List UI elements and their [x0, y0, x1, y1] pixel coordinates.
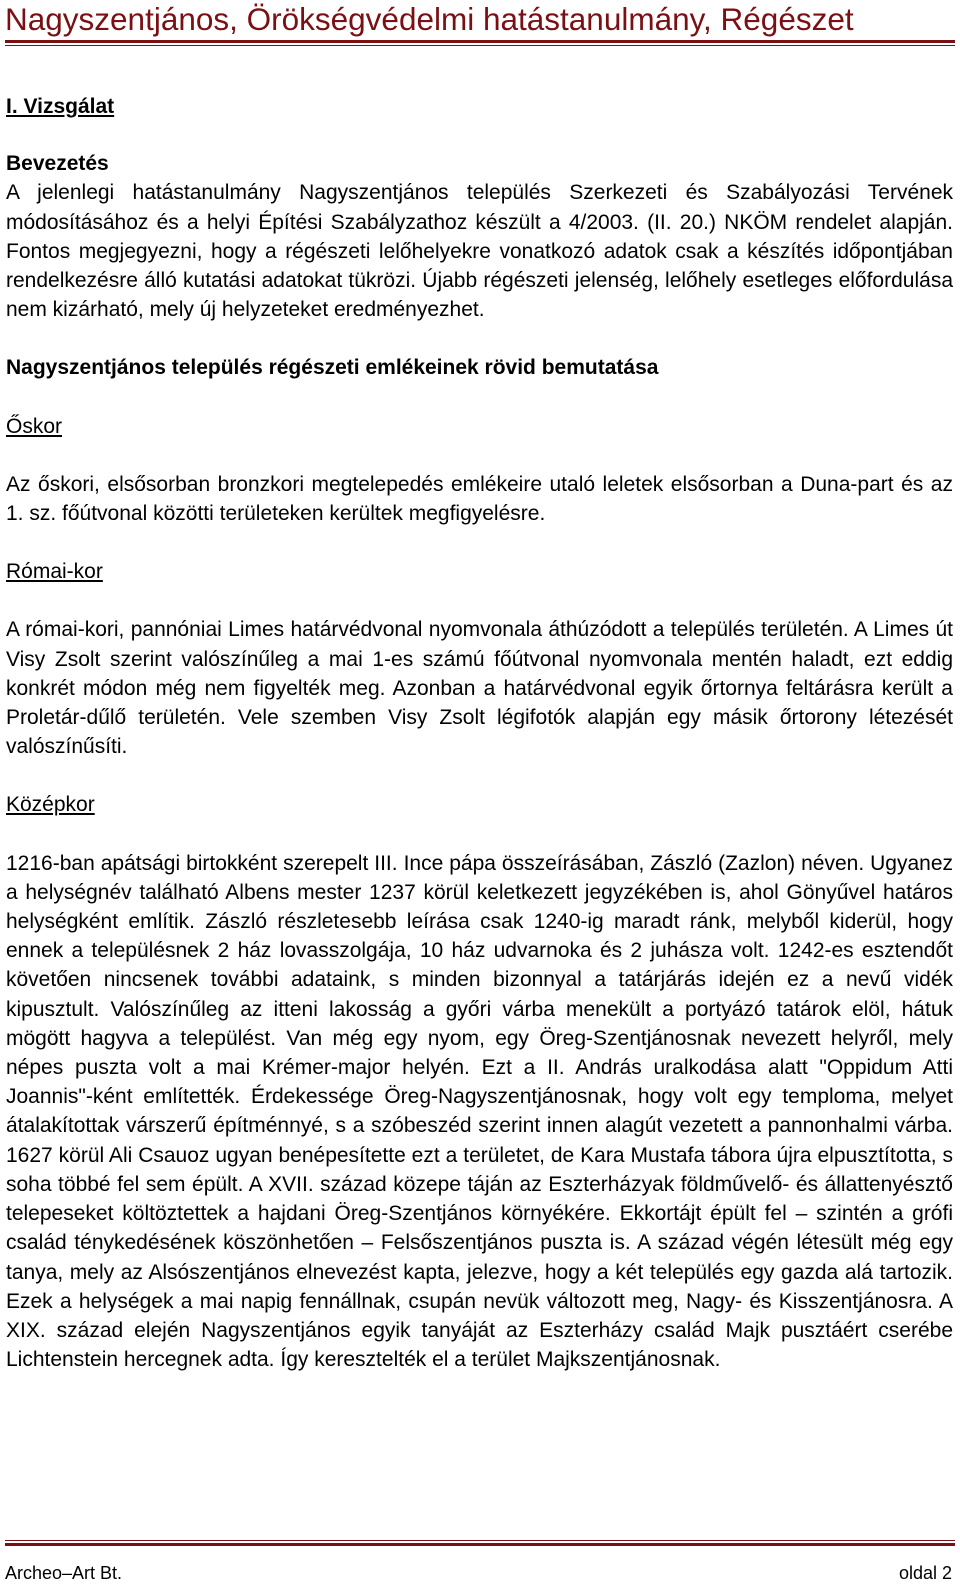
footer-company: Archeo–Art Bt. — [5, 1563, 123, 1583]
footer-divider — [5, 1543, 955, 1546]
paragraph-kozepkor: 1216-ban apátsági birtokként szerepelt III. Ince pápa összeírásában, Zászló (Zazlon) néven. Ugyanez a helységnév található Albens mester 1237 körül keletkezett jegyzékében is, ahol Gönyűvel határos helységként említik. Zászló részletesebb leírása csak 1240-ig maradt ránk, melyből kiderül, hogy ennek a településnek 2 ház lovasszolgája, 10 ház udvarnoka és 2 juhásza volt. 1242-es esztendőt követően nincsenek további adataink, s minden bizonnyal a tatárjárás idején ez a nevű vidék kipusztult. Valószínűleg az itteni lakosság a győri várba menekült a portyázó tatárok elöl, hátuk mögött hagyva a települést. Van még egy nyom, egy Öreg-Szentjánosnak nevezett helyről, mely népes puszta volt a mai Krémer-major helyén. Ezt a II. András uralkodása alatt "Oppidum Atti Joannis"-ként említették. Érdekessége Öreg-Nagyszentjánosnak, hogy volt egy temploma, melyet átalakítottak várszerű építménnyé, s a szóbeszéd szerint innen alagút vezetett a pannonhalmi várba. 1627 körül Ali Csauoz ugyan benépesítette ezt a területet, de Kara Mustafa tábora újra elpusztította, s soha többé fel sem épült. A XVII. század közepe táján az Eszterházyak földművelő- és állattenyésztő telepeseket költöztettek a hajdani Öreg-Szentjános környékére. Ekkortájt épült fel – szintén a grófi család ténykedésének köszönhetően – Felsőszentjános puszta is. A század végén létesült még egy tanya, mely az Alsószentjános elnevezést kapta, jelezve, hogy a két település egy gazda alá tartozik. Ezek a helységek a mai napig fennállnak, csupán nevük változott meg, Nagy- és Kisszentjánosra. A XIX. század elején Nagyszentjános egyik tanyáját az Eszterházy család Majk pusztáért cserébe Lichtenstein hercegnek adta. Így keresztelték el a terület Majkszentjánosnak. — [6, 851, 953, 1372]
header-divider-thin — [5, 45, 955, 46]
subheading-oskor: Őskor — [6, 414, 63, 438]
page-header-title: Nagyszentjános, Örökségvédelmi hatástanulmány, Régészet — [5, 1, 854, 37]
paragraph-bevezetes: A jelenlegi hatástanulmány Nagyszentjános település Szerkezeti és Szabályozási Tervének módosításához és a helyi Építési Szabályzathoz készült a 4/2003. (II. 20.) NKÖM rendelet alapján. Fontos megjegyezni, hogy a régészeti lelőhelyekre vonatkozó adatok csak a készítés időpontjában rendelkezésre álló kutatási adatokat tükrözi. Újabb régészeti jelenség, lelőhely esetleges előfordulása nem kizárható, mely új helyzeteket eredményezhet. — [6, 181, 953, 322]
document-body — [6, 92, 953, 1374]
footer-divider-thin — [5, 1540, 955, 1541]
paragraph-oskor: Az őskori, elsősorban bronzkori megtelepedés emlékeire utaló leletek elsősorban a Duna-part és az 1. sz. főútvonal közötti területeken kerültek megfigyelésre. — [6, 472, 953, 526]
paragraph-romaikor: A római-kori, pannóniai Limes határvédvonal nyomvonala áthúzódott a település területén. A Limes út Visy Zsolt szerint valószínűleg a mai 1-es számú főútvonal nyomvonala mentén haladt, ezt eddig konkrét módon még nem figyelték meg. Azonban a határvédvonal egyik őrtornya feltárásra került a Proletár-dűlő területén. Vele szemben Visy Zsolt légifotók alapján egy másik őrtorony létezését valószínűsíti. — [6, 618, 953, 759]
section-heading-vizsgalat: I. Vizsgálat — [6, 95, 115, 118]
heading-bemutatas: Nagyszentjános település régészeti emlékeinek rövid bemutatása — [6, 356, 659, 380]
footer-page-number: oldal 2 — [898, 1563, 952, 1583]
header-divider — [5, 40, 955, 43]
heading-bevezetes: Bevezetés — [6, 152, 109, 176]
subheading-kozepkor: Középkor — [6, 793, 95, 817]
subheading-romaikor: Római-kor — [6, 560, 103, 584]
